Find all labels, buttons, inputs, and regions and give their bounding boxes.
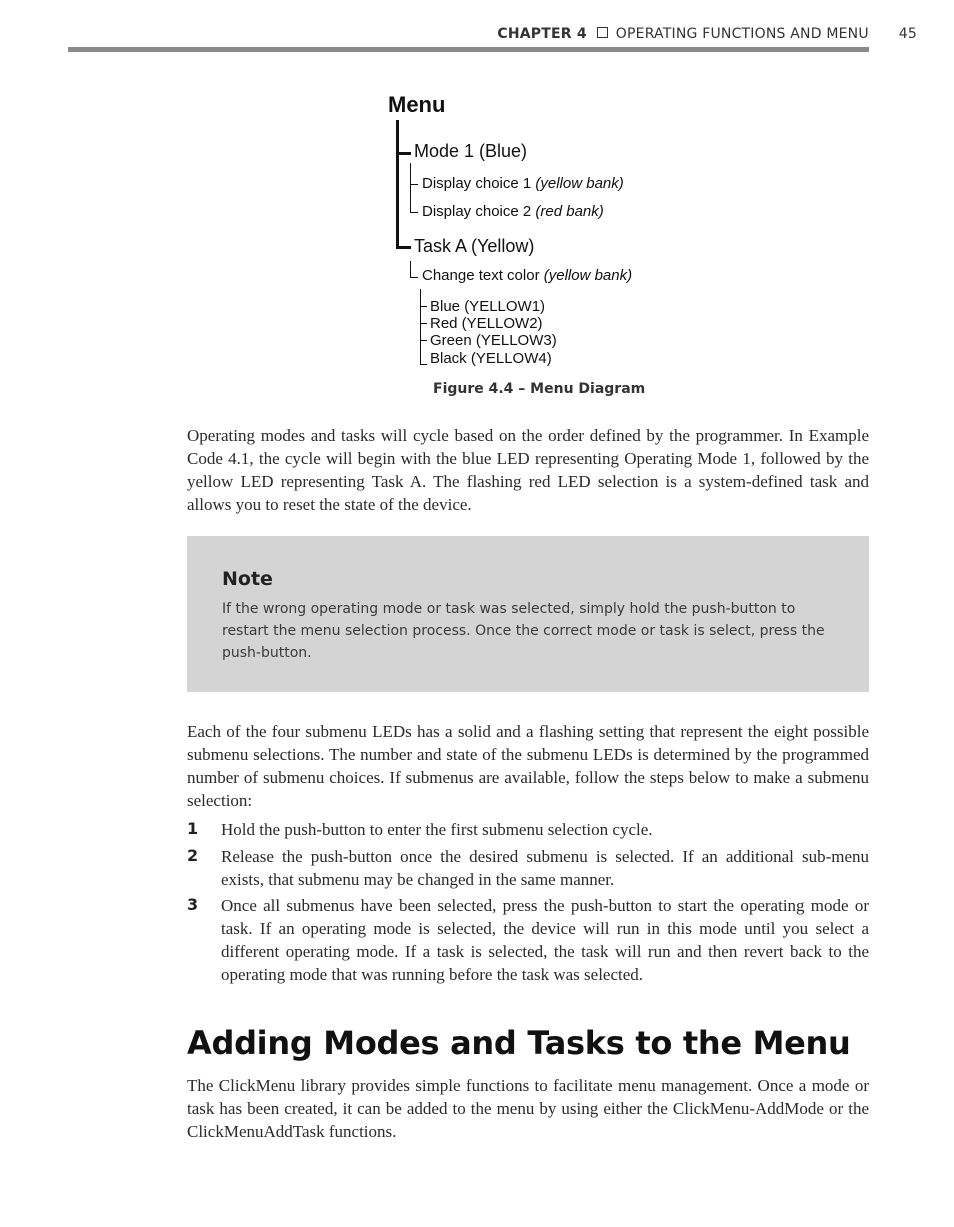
choice1-tick	[410, 184, 418, 185]
colors-sub-line	[420, 289, 421, 365]
chapter-label: CHAPTER 4	[497, 26, 587, 42]
header-rule	[68, 47, 869, 52]
step-text: Once all submenus have been selected, press the push-button to start the operating mode or task. If an operating mode is selected, the device will run in this mode until you select a different operating mode. If a task is selected, the task will run and then revert back to the operating mode that was running before the task was selected.	[221, 896, 869, 984]
step-text: Hold the push-button to enter the first submenu selection cycle.	[221, 820, 653, 839]
color-2-tick	[420, 323, 427, 324]
diagram-change-color	[422, 267, 632, 284]
step-number: 2	[187, 846, 199, 865]
task-a-branch-line	[396, 246, 411, 249]
choice-1-note: (yellow bank)	[535, 175, 624, 192]
figure-caption: Figure 4.4 – Menu Diagram	[433, 381, 646, 397]
mode1-branch-line	[396, 152, 411, 155]
page-number: 45	[898, 26, 917, 42]
change-color-label: Change text color	[422, 267, 544, 284]
color-4-tick	[420, 364, 427, 365]
section-heading: Adding Modes and Tasks to the Menu	[187, 1024, 851, 1062]
change-color-tick	[410, 277, 418, 278]
mode1-sub-line	[410, 163, 411, 213]
color-option: Red (YELLOW2)	[430, 315, 543, 332]
color-3-tick	[420, 340, 427, 341]
diagram-task-a: Task A (Yellow)	[414, 236, 535, 256]
diagram-choice-2	[422, 203, 604, 220]
paragraph-submenu: Each of the four submenu LEDs has a solid and a flashing setting that represent the eight possible submenu selections. The number and state of the submenu LEDs is determined by the programmed number of submenu choices. If submenus are available, follow the steps below to make a submenu selection:	[187, 722, 869, 810]
step-number: 3	[187, 895, 199, 914]
diagram-trunk-line	[396, 120, 399, 249]
note-box	[187, 536, 869, 692]
color-option: Black (YELLOW4)	[430, 350, 552, 367]
paragraph-intro: Operating modes and tasks will cycle based on the order defined by the programmer. In Example Code 4.1, the cycle will begin with the blue LED representing Operating Mode 1, followed by the yellow LED representing Task A. The flashing red LED selection is a system-defined task and allows you to reset the state of the device.	[187, 426, 869, 514]
diagram-title: Menu	[388, 92, 446, 117]
color-option: Green (YELLOW3)	[430, 332, 557, 349]
running-header	[0, 26, 917, 42]
choice-2-note: (red bank)	[535, 203, 604, 220]
step-text: Release the push-button once the desired submenu is selected. If an additional sub-menu exists, that submenu may be changed in the same manner.	[221, 847, 869, 889]
choice-2-label: Display choice 2	[422, 203, 536, 220]
color-1-tick	[420, 306, 427, 307]
step-number: 1	[187, 819, 199, 838]
paragraph-clickmenu: The ClickMenu library provides simple functions to facilitate menu management. Once a mode or task has been created, it can be added to the menu by using either the ClickMenu-AddMode or the ClickMenuAddTask functions.	[187, 1076, 869, 1141]
change-color-note: (yellow bank)	[543, 267, 633, 284]
note-title: Note	[222, 568, 273, 590]
section-label: OPERATING FUNCTIONS AND MENU	[615, 26, 869, 42]
diagram-choice-1	[422, 175, 624, 192]
choice2-tick	[410, 212, 418, 213]
diagram-mode1: Mode 1 (Blue)	[414, 141, 528, 161]
color-option: Blue (YELLOW1)	[430, 298, 546, 315]
choice-1-label: Display choice 1	[422, 175, 536, 192]
note-body: If the wrong operating mode or task was selected, simply hold the push-button to restart the menu selection process. Once the correct mode or task is select, press the push-button.	[222, 601, 825, 661]
separator-box-icon	[597, 27, 608, 38]
task-a-sub-line	[410, 261, 411, 278]
